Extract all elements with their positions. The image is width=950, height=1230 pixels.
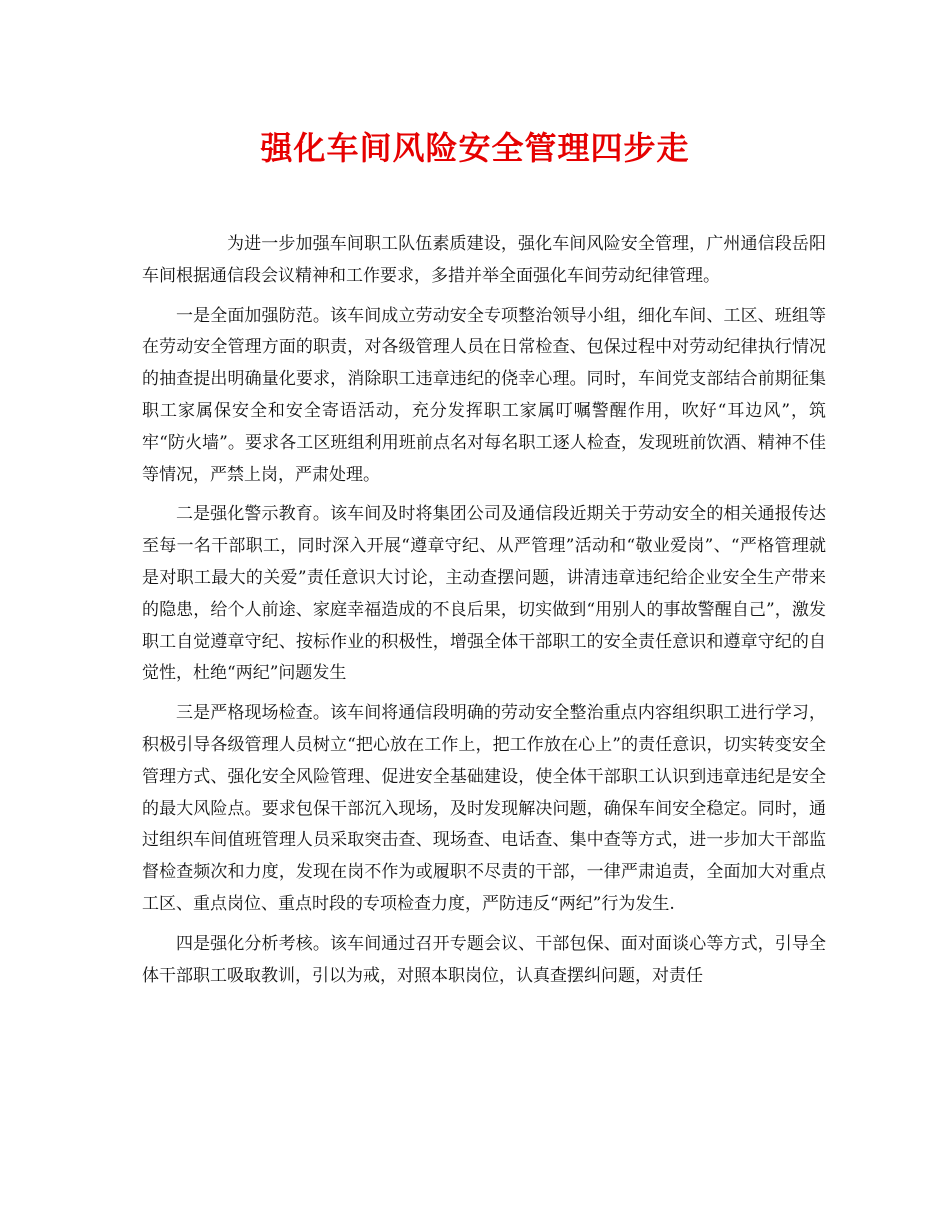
- paragraph-step-three: 三是严格现场检查。该车间将通信段明确的劳动安全整治重点内容组织职工进行学习，积极引导各级管理人员树立“把心放在工作上，把工作放在心上”的责任意识，切实转变安全管理方式、强化安全风险管理、促进安全基础建设，使全体干部职工认识到违章违纪是安全的最大风险点。要求包保干部沉入现场，及时发现解决问题，确保车间安全稳定。同时，通过组织车间值班管理人员采取突击查、现场查、电话查、集中查等方式，进一步加大干部监督检查频次和力度，发现在岗不作为或履职不尽责的干部，一律严肃追责，全面加大对重点工区、重点岗位、重点时段的专项检查力度，严防违反“两纪”行为发生.: [142, 703, 826, 914]
- paragraph-step-two: 二是强化警示教育。该车间及时将集团公司及通信段近期关于劳动安全的相关通报传达至每一名干部职工，同时深入开展“遵章守纪、从严管理”活动和“敬业爱岗”、“严格管理就是对职工最大的关爱”责任意识大讨论，主动查摆问题，讲清违章违纪给企业安全生产带来的隐患，给个人前途、家庭幸福造成的不良后果，切实做到“用别人的事故警醒自己”，激发职工自觉遵章守纪、按标作业的积极性，增强全体干部职工的安全责任意识和遵章守纪的自觉性，杜绝“两纪”问题发生: [142, 504, 826, 684]
- document-body: [142, 229, 826, 1000]
- paragraph-intro: 为进一步加强车间职工队伍素质建设，强化车间风险安全管理，广州通信段岳阳车间根据通信段会议精神和工作要求，多措并举全面强化车间劳动纪律管理。: [142, 234, 826, 286]
- document-title: 强化车间风险安全管理四步走: [260, 129, 690, 167]
- paragraph-step-four: 四是强化分析考核。该车间通过召开专题会议、干部包保、面对面谈心等方式，引导全体干部职工吸取教训，引以为戒，对照本职岗位，认真查摆纠问题，对责任: [142, 933, 826, 986]
- paragraph-step-one: 一是全面加强防范。该车间成立劳动安全专项整治领导小组，细化车间、工区、班组等在劳动安全管理方面的职责，对各级管理人员在日常检查、包保过程中对劳动纪律执行情况的抽查提出明确量化要求，消除职工违章违纪的侥幸心理。同时，车间党支部结合前期征集职工家属保安全和安全寄语活动，充分发挥职工家属叮嘱警醒作用，吹好“耳边风”，筑牢“防火墙”。要求各工区班组利用班前点名对每名职工逐人检查，发现班前饮酒、精神不佳等情况，严禁上岗，严肃处理。: [142, 305, 826, 485]
